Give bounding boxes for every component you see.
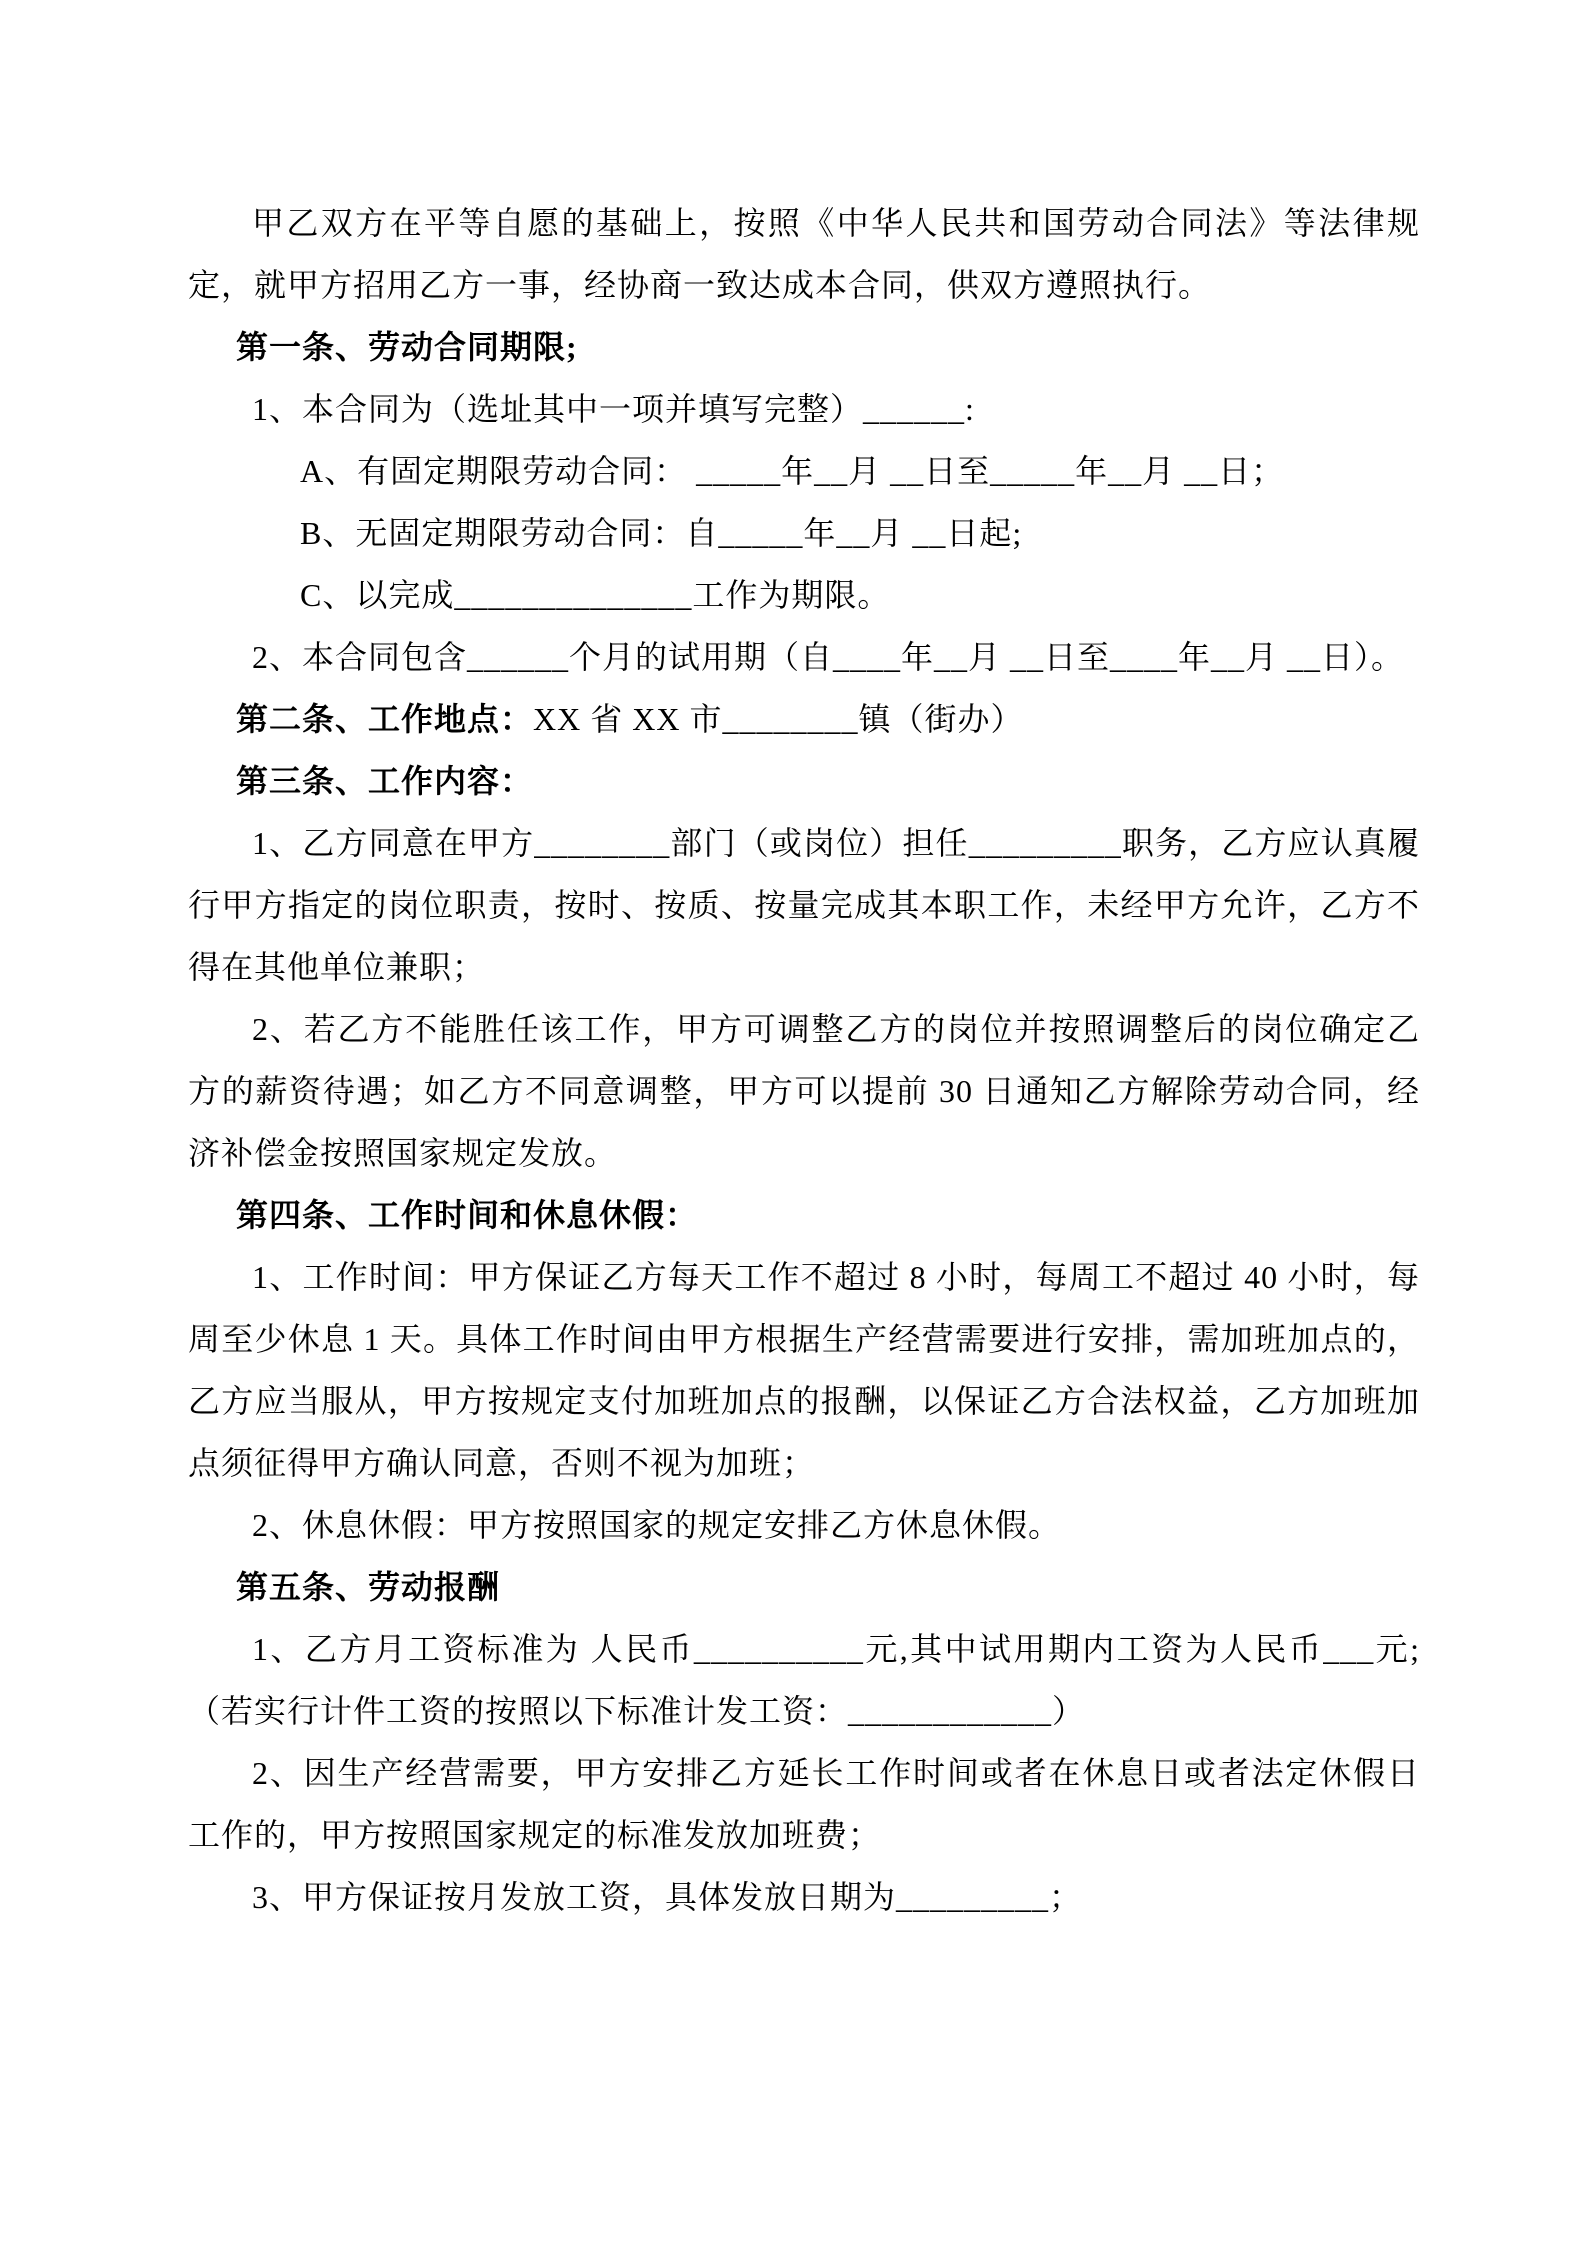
- contract-paragraph: [188, 192, 1420, 316]
- contract-paragraph: [188, 502, 1420, 564]
- contract-paragraph: [188, 440, 1420, 502]
- contract-paragraph: [188, 378, 1420, 440]
- bold-text-run: 第四条、工作时间和休息休假：: [236, 1197, 699, 1233]
- contract-paragraph: [188, 1866, 1420, 1928]
- clause-heading: [188, 316, 1420, 378]
- contract-paragraph: [188, 1618, 1420, 1742]
- text-run: C、以完成______________工作为期限。: [300, 577, 891, 613]
- contract-paragraph: [188, 812, 1420, 998]
- text-run: 2、休息休假：甲方按照国家的规定安排乙方休息休假。: [252, 1507, 1062, 1543]
- text-run: 3、甲方保证按月发放工资，具体发放日期为_________；: [252, 1879, 1083, 1915]
- clause-heading: [188, 1184, 1420, 1246]
- text-run: 甲乙双方在平等自愿的基础上，按照《中华人民共和国劳动合同法》等法律规定，就甲方招用乙方一事，经协商一致达成本合同，供双方遵照执行。: [188, 205, 1420, 303]
- contract-paragraph: [188, 1246, 1420, 1494]
- contract-paragraph: [188, 1494, 1420, 1556]
- contract-paragraph: [188, 564, 1420, 626]
- contract-paragraph: [188, 998, 1420, 1184]
- contract-text-block: [188, 192, 1420, 1928]
- text-run: B、无固定期限劳动合同：自_____年__月 __日起;: [300, 515, 1023, 551]
- contract-paragraph: [188, 1742, 1420, 1866]
- clause-heading: [188, 1556, 1420, 1618]
- bold-text-run: 第一条、劳动合同期限;: [236, 329, 578, 365]
- bold-text-run: 第二条、工作地点：: [236, 701, 534, 737]
- clause-heading: [188, 750, 1420, 812]
- text-run: 2、本合同包含______个月的试用期（自____年__月 __日至____年__月 __日）。: [252, 639, 1405, 675]
- text-run: 1、乙方月工资标准为 人民币__________元,其中试用期内工资为人民币___元;（若实行计件工资的按照以下标准计发工资：____________）: [188, 1631, 1420, 1729]
- text-run: 1、乙方同意在甲方________部门（或岗位）担任_________职务，乙方应认真履行甲方指定的岗位职责，按时、按质、按量完成其本职工作，未经甲方允许，乙方不得在其他单位兼职；: [188, 825, 1420, 985]
- bold-text-run: 第五条、劳动报酬: [236, 1569, 501, 1605]
- text-run: 2、若乙方不能胜任该工作，甲方可调整乙方的岗位并按照调整后的岗位确定乙方的薪资待遇；如乙方不同意调整，甲方可以提前 30 日通知乙方解除劳动合同，经济补偿金按照国家规定发放。: [188, 1011, 1420, 1171]
- text-run: 1、工作时间：甲方保证乙方每天工作不超过 8 小时，每周工不超过 40 小时，每周至少休息 1 天。具体工作时间由甲方根据生产经营需要进行安排，需加班加点的，乙方应当服从，甲方按规定支付加班加点的报酬，以保证乙方合法权益，乙方加班加点须征得甲方确认同意，否则不视为加班；: [188, 1259, 1420, 1481]
- clause-heading: [188, 688, 1420, 750]
- text-run: XX 省 XX 市________镇（街办）: [533, 701, 1024, 737]
- text-run: 2、因生产经营需要，甲方安排乙方延长工作时间或者在休息日或者法定休假日工作的，甲方按照国家规定的标准发放加班费；: [188, 1755, 1420, 1853]
- bold-text-run: 第三条、工作内容：: [236, 763, 534, 799]
- text-run: A、有固定期限劳动合同： _____年__月 __日至_____年__月 __日；: [300, 453, 1285, 489]
- text-run: 1、本合同为（选址其中一项并填写完整）______:: [252, 391, 975, 427]
- contract-paragraph: [188, 626, 1420, 688]
